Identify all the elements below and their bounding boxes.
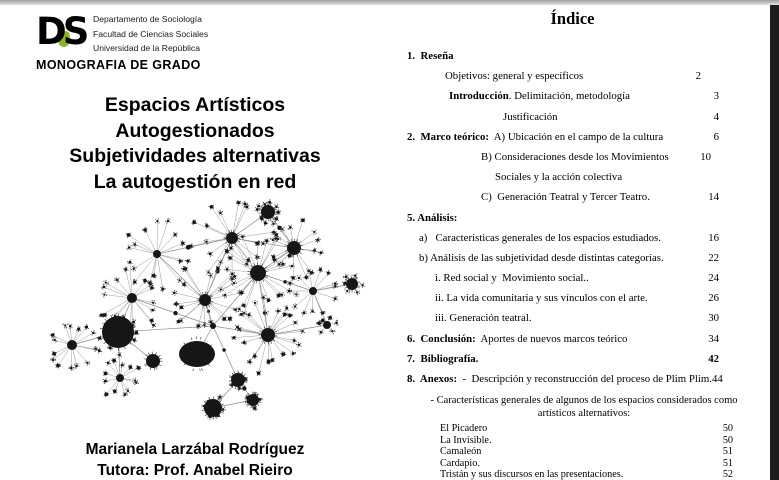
page-number: 50: [722, 423, 733, 434]
index-entry-label: 5. Análisis:: [407, 211, 458, 224]
index-entry: [400, 90, 745, 110]
institution-names: [93, 10, 208, 54]
index-entry: [400, 50, 745, 70]
index-entry-label: Objetivos: general y específicos: [445, 70, 584, 83]
index-entry: [400, 373, 745, 393]
index-entry-label: 2. Marco teórico: A) Ubicación en el campo de la cultura: [407, 130, 664, 143]
page-number: 3: [713, 90, 719, 103]
index-entry: [400, 70, 745, 90]
index-entry-label: Introducción. Delimitación, metodología: [449, 90, 630, 103]
index-entry-label: 1. Reseña: [407, 50, 454, 62]
annex-note-line: - Características generales de algunos de los espacios considerados como: [430, 395, 738, 406]
page-number: 34: [708, 332, 719, 345]
institution-line: Universidad de la República: [93, 43, 201, 53]
ds-sociology-logo-icon: [36, 10, 86, 54]
document-page-cover: [0, 5, 400, 480]
title-line: Espacios Artísticos: [104, 94, 286, 116]
logo-monogram: DS: [36, 10, 86, 53]
page-number: 44: [711, 373, 723, 385]
page-number: 50: [722, 434, 733, 446]
annex-space-entry: [440, 469, 733, 480]
index-entry: [400, 111, 745, 131]
page-number: 10: [700, 150, 711, 163]
annex-space-entry: [440, 458, 733, 470]
index-entry-label: 6. Conclusión: Aportes de nuevos marcos teórico: [407, 332, 628, 345]
annex-space-entry: [440, 446, 733, 458]
index-entry-label: Sociales y la acción colectiva: [495, 171, 623, 184]
index-entry-label: 7. Bibliografía.: [407, 352, 479, 365]
page-number: 16: [708, 231, 719, 244]
annex-space-label: El Picadero: [440, 423, 488, 434]
index-entry: [400, 292, 745, 312]
page-number: 6: [713, 130, 719, 143]
annex-space-entry: [440, 423, 733, 435]
index-entry: [400, 333, 745, 353]
viewer-dark-edge: [770, 5, 779, 480]
index-entry: [400, 252, 745, 272]
document-type-label: MONOGRAFIA DE GRADO: [36, 58, 201, 72]
page-number: 30: [708, 312, 719, 325]
index-entry-label: a) Características generales de los espacios estudiados.: [419, 231, 661, 244]
institution-line: Facultad de Ciencias Sociales: [93, 28, 209, 39]
index-entry-label: b) Análisis de las subjetividad desde distintas categorías.: [419, 251, 664, 264]
annex-space-label: Cardapio.: [440, 457, 480, 469]
annex-spaces-list: [440, 423, 733, 480]
title-line: Subjetividades alternativas: [69, 145, 321, 167]
institution-line: Departamento de Sociología: [93, 14, 202, 24]
title-line: La autogestión en red: [93, 170, 297, 193]
index-entry: [400, 312, 745, 332]
page-number: 14: [708, 191, 719, 204]
page-number: 51: [722, 457, 733, 469]
page-number: 22: [708, 251, 719, 264]
index-entry: [400, 353, 745, 373]
index-entry-label: iii. Generación teatral.: [435, 312, 532, 325]
index-entry: [400, 171, 745, 191]
annex-note: [428, 395, 740, 420]
index-entry: [400, 272, 745, 292]
document-page-index: [400, 5, 745, 480]
author-block: [25, 440, 365, 480]
index-entry-label: ii. La vida comunitaria y sus vínculos con el arte.: [435, 292, 648, 305]
index-title: Índice: [550, 9, 595, 28]
index-entry: [400, 212, 745, 232]
index-entry-label: B) Consideraciones desde los Movimientos: [481, 150, 669, 163]
page-number: 2: [695, 70, 701, 83]
annex-space-label: Tristán y sus discursos en las presentaciones.: [440, 469, 624, 480]
index-entry-label: C) Generación Teatral y Tercer Teatro.: [481, 191, 650, 204]
index-entry-label: 8. Anexos: - Descripción y reconstrucción del proceso de Plim Plim.: [407, 373, 712, 385]
page-number: 51: [722, 446, 733, 458]
index-entry: [400, 151, 745, 171]
page-number: 52: [722, 469, 733, 480]
network-graph-figure: [50, 188, 405, 440]
page-number: 42: [708, 352, 719, 365]
page-number: 4: [713, 110, 719, 123]
page-number: 26: [708, 292, 719, 305]
author-name: Marianela Larzábal Rodríguez: [85, 441, 305, 458]
tutor-name: Tutora: Prof. Anabel Rieiro: [97, 461, 293, 479]
index-entry-label: Justificación: [503, 110, 558, 123]
annex-note-line: artísticos alternativos:: [537, 407, 631, 419]
title-line: Autogestionados: [115, 119, 275, 142]
index-entry: [400, 232, 745, 252]
page-number: 24: [708, 272, 719, 285]
index-entry-label: i. Red social y Movimiento social..: [435, 272, 589, 285]
annex-space-label: Camaleón: [440, 446, 482, 458]
index-entry: [400, 131, 745, 151]
annex-space-entry: [440, 435, 733, 447]
document-title: [25, 93, 365, 195]
index-list: [400, 50, 745, 393]
index-entry: [400, 191, 745, 211]
annex-space-label: La Invisible.: [440, 434, 492, 446]
institution-header: [36, 10, 208, 54]
